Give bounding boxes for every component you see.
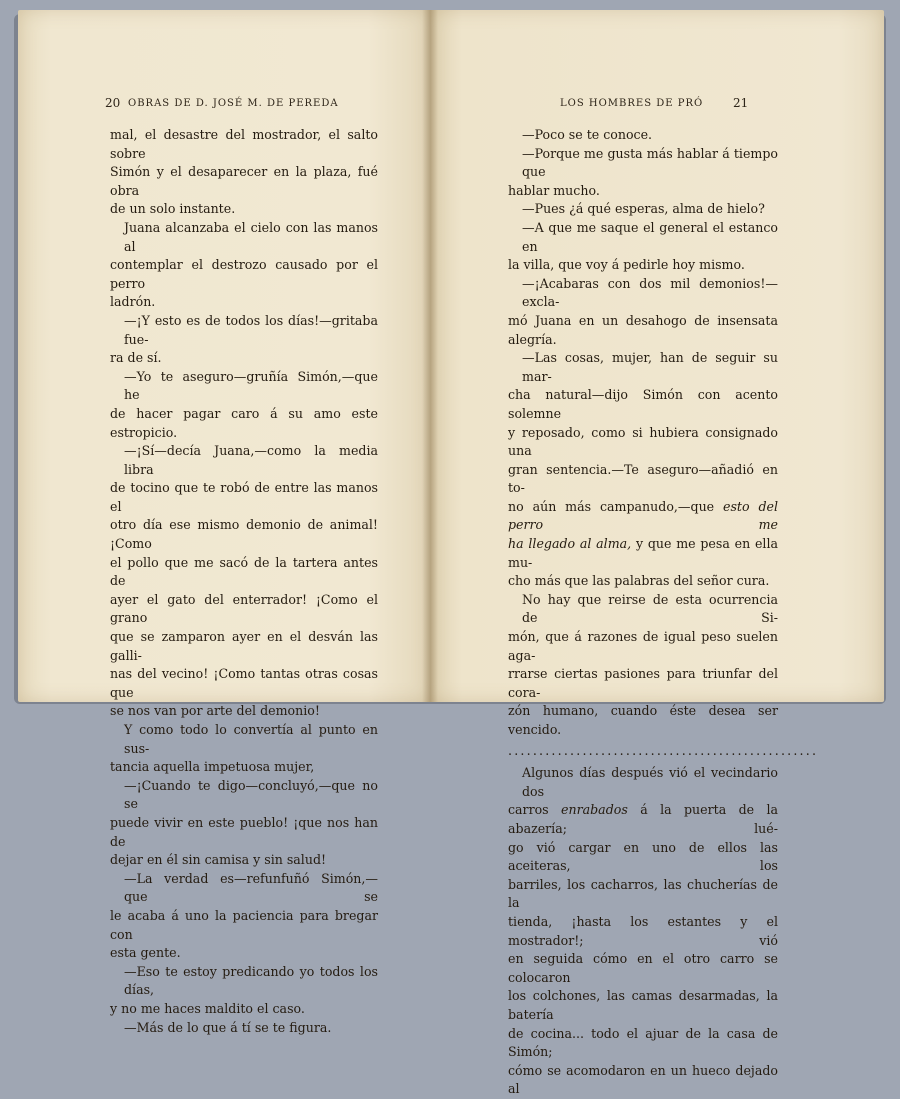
- text-line: de tocino que te robó de entre las manos el: [110, 480, 378, 514]
- text-line: rrarse ciertas pasiones para triunfar del cora-: [508, 666, 778, 700]
- text-line: go vió cargar en uno de ellos las aceiteras, los: [508, 839, 778, 874]
- text-line: [508, 498, 778, 535]
- text-line: [508, 801, 778, 838]
- right-page-number: 21: [733, 96, 749, 110]
- text-line: zón humano, cuando éste desea ser vencido.: [508, 703, 778, 737]
- text-line: ra de sí.: [110, 350, 162, 366]
- text-line: en seguida cómo en el otro carro se colocaron: [508, 951, 778, 985]
- text-line: ayer el gato del enterrador! ¡Como el grano: [110, 591, 378, 626]
- text-line: de cocina... todo el ajuar de la casa de Simón;: [508, 1025, 778, 1060]
- text-line: tienda, ¡hasta los estantes y el mostrador!; vió: [508, 913, 778, 948]
- text-line: —Más de lo que á tí se te figura.: [124, 1019, 332, 1035]
- text-line: otro día ese mismo demonio de animal! ¡Como: [110, 517, 378, 552]
- text-line: cho más que las palabras del señor cura.: [508, 573, 770, 589]
- text-line: —Eso te estoy predicando yo todos los días,: [124, 963, 378, 998]
- text-line-part: á la puerta de la abazería; lué-: [508, 802, 779, 836]
- text-line: —Poco se te conoce.: [522, 127, 653, 142]
- left-page-number: 20: [105, 96, 121, 110]
- text-line: gran sentencia.—Te aseguro—añadió en to-: [508, 461, 778, 496]
- text-line: y no me haces maldito el caso.: [110, 1000, 305, 1016]
- text-line: la villa, que voy á pedirle hoy mismo.: [508, 257, 745, 273]
- text-line-part: y que me pesa en ella mu-: [508, 536, 778, 570]
- left-running-head: OBRAS DE D. JOSÉ M. DE PEREDA: [128, 98, 339, 109]
- text-line: —¡Sí—decía Juana,—como la media libra: [124, 443, 378, 477]
- left-text-column: [110, 126, 378, 1037]
- text-line: hablar mucho.: [508, 182, 600, 198]
- text-line: el pollo que me sacó de la tartera antes de: [110, 554, 378, 589]
- text-line: tancia aquella impetuosa mujer,: [110, 759, 315, 775]
- right-running-head: LOS HOMBRES DE PRÓ: [560, 98, 704, 109]
- text-line: —Porque me gusta más hablar á tiempo que: [522, 145, 778, 180]
- text-line: —La verdad es—refunfuñó Simón,—que se: [124, 870, 378, 905]
- text-line: Y como todo lo convertía al punto en sus-: [124, 722, 378, 756]
- text-line: Algunos días después vió el vecindario dos: [522, 765, 778, 799]
- text-line: dejar en él sin camisa y sin salud!: [110, 852, 327, 868]
- text-line: le acaba á uno la paciencia para bregar con: [110, 907, 378, 942]
- text-line: —¡Acabaras con dos mil demonios!—excla-: [522, 275, 778, 310]
- text-line: Simón y el desaparecer en la plaza, fué obra: [110, 164, 378, 198]
- text-line-part: carros: [508, 802, 562, 818]
- text-line: ladrón.: [110, 294, 156, 310]
- text-line: —Las cosas, mujer, han de seguir su mar-: [522, 350, 778, 384]
- text-line: món, que á razones de igual peso suelen aga-: [508, 629, 778, 663]
- right-text-block-a: [508, 126, 778, 740]
- text-line: Juana alcanzaba el cielo con las manos al: [124, 219, 378, 254]
- text-line: de un solo instante.: [110, 201, 236, 217]
- text-line: —Pues ¿á qué esperas, alma de hielo?: [522, 201, 765, 217]
- text-line: esta gente.: [110, 945, 181, 961]
- italic-phrase: esto del perro me: [508, 498, 778, 533]
- right-text-column: [508, 126, 819, 1099]
- text-line: y reposado, como si hubiera consignado una: [508, 424, 778, 459]
- text-line: los colchones, las camas desarmadas, la batería: [508, 988, 778, 1022]
- text-line: que se zamparon ayer en el desván las galli-: [110, 629, 378, 663]
- right-text-block-b: [508, 764, 778, 1099]
- italic-phrase: ha llegado al alma,: [508, 536, 632, 552]
- text-line: —¡Cuando te digo—concluyó,—que no se: [124, 777, 378, 812]
- text-line: nas del vecino! ¡Como tantas otras cosas que: [110, 666, 378, 700]
- section-separator: ..................................................: [508, 742, 819, 758]
- text-line: de hacer pagar caro á su amo este estropicio.: [110, 405, 378, 440]
- text-line: —A que me saque el general el estanco en: [522, 219, 778, 254]
- text-line: mal, el desastre del mostrador, el salto sobre: [110, 127, 378, 161]
- text-line: —Yo te aseguro—gruñía Simón,—que he: [124, 368, 378, 403]
- text-line: mó Juana en un desahogo de insensata alegría.: [508, 312, 778, 347]
- text-line: cómo se acomodaron en un hueco dejado al: [508, 1062, 778, 1097]
- italic-phrase: enrabados: [561, 802, 628, 818]
- text-line: cha natural—dijo Simón con acento solemne: [508, 387, 778, 421]
- text-line: barriles, los cacharros, las chucherías de la: [508, 876, 778, 911]
- text-line: —¡Y esto es de todos los días!—gritaba fue-: [124, 312, 378, 347]
- text-line: puede vivir en este pueblo! ¡que nos han de: [110, 814, 378, 849]
- text-line: [508, 535, 778, 572]
- text-line-part: no aún más campanudo,—que: [508, 498, 724, 514]
- text-line: No hay que reirse de esta ocurrencia de Si-: [522, 591, 778, 626]
- text-line: se nos van por arte del demonio!: [110, 703, 320, 719]
- book-gutter: [422, 10, 438, 702]
- text-line: contemplar el destrozo causado por el perro: [110, 257, 378, 291]
